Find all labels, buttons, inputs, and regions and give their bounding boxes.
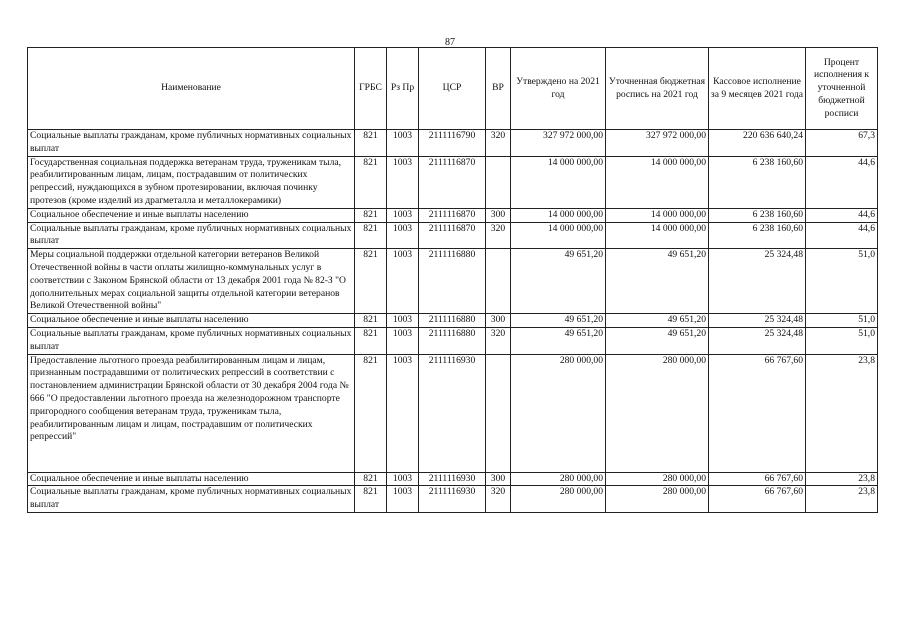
row-name: Социальные выплаты гражданам, кроме публичных нормативных социальных выплат bbox=[28, 327, 355, 354]
row-name: Социальное обеспечение и иные выплаты населению bbox=[28, 208, 355, 222]
row-vr: 320 bbox=[486, 327, 511, 354]
row-refined: 49 651,20 bbox=[606, 249, 709, 314]
row-grbs: 821 bbox=[355, 156, 387, 208]
header-refined: Уточненная бюджетная роспись на 2021 год bbox=[606, 48, 709, 130]
row-rz-pr: 1003 bbox=[387, 130, 419, 157]
header-cash: Кассовое исполнение за 9 месяцев 2021 года bbox=[709, 48, 806, 130]
budget-table bbox=[27, 47, 878, 513]
table-row bbox=[28, 472, 878, 486]
table-row bbox=[28, 208, 878, 222]
row-csr: 2111116930 bbox=[419, 354, 486, 472]
row-refined: 14 000 000,00 bbox=[606, 156, 709, 208]
header-grbs: ГРБС bbox=[355, 48, 387, 130]
row-cash: 220 636 640,24 bbox=[709, 130, 806, 157]
row-grbs: 821 bbox=[355, 222, 387, 249]
table-row bbox=[28, 327, 878, 354]
row-name: Предоставление льготного проезда реабилитированным лицам и лицам, признанным пострадавшими от политических репрессий в соответствии с постановлением администрации Брянской области от 30 декабря 2004 года № 666 "О предоставлении льготного проезда на железнодорожном транспорте пригородного сообщения ветеранам труда, труженикам тыла, реабилитированным лицам и лицам, пострадавшим от политических репрессий" bbox=[28, 354, 355, 472]
row-vr: 300 bbox=[486, 314, 511, 328]
row-cash: 25 324,48 bbox=[709, 249, 806, 314]
row-rz-pr: 1003 bbox=[387, 314, 419, 328]
row-percent: 67,3 bbox=[806, 130, 878, 157]
row-vr: 300 bbox=[486, 472, 511, 486]
row-refined: 49 651,20 bbox=[606, 314, 709, 328]
table-row bbox=[28, 314, 878, 328]
row-cash: 6 238 160,60 bbox=[709, 208, 806, 222]
row-refined: 327 972 000,00 bbox=[606, 130, 709, 157]
row-name: Государственная социальная поддержка ветеранам труда, труженикам тыла, реабилитированным лицам, лицам, пострадавшим от политических репрессий, нуждающихся в зубном протезировании, включая починку протезов (кроме изделий из драгметалла и металлокерамики) bbox=[28, 156, 355, 208]
row-cash: 66 767,60 bbox=[709, 354, 806, 472]
row-approved: 280 000,00 bbox=[511, 472, 606, 486]
row-rz-pr: 1003 bbox=[387, 249, 419, 314]
row-percent: 51,0 bbox=[806, 249, 878, 314]
row-refined: 280 000,00 bbox=[606, 486, 709, 513]
row-approved: 327 972 000,00 bbox=[511, 130, 606, 157]
row-approved: 280 000,00 bbox=[511, 354, 606, 472]
page-number: 87 bbox=[445, 37, 455, 48]
row-vr: 300 bbox=[486, 208, 511, 222]
row-vr bbox=[486, 156, 511, 208]
row-grbs: 821 bbox=[355, 208, 387, 222]
row-approved: 49 651,20 bbox=[511, 314, 606, 328]
row-percent: 23,8 bbox=[806, 472, 878, 486]
row-vr bbox=[486, 354, 511, 472]
table-row bbox=[28, 156, 878, 208]
row-csr: 2111116930 bbox=[419, 472, 486, 486]
row-percent: 23,8 bbox=[806, 486, 878, 513]
header-csr: ЦСР bbox=[419, 48, 486, 130]
row-cash: 66 767,60 bbox=[709, 486, 806, 513]
row-percent: 51,0 bbox=[806, 314, 878, 328]
row-rz-pr: 1003 bbox=[387, 472, 419, 486]
row-cash: 25 324,48 bbox=[709, 327, 806, 354]
row-rz-pr: 1003 bbox=[387, 208, 419, 222]
row-grbs: 821 bbox=[355, 472, 387, 486]
row-approved: 280 000,00 bbox=[511, 486, 606, 513]
row-csr: 2111116880 bbox=[419, 314, 486, 328]
header-percent: Процент исполнения к уточненной бюджетной росписи bbox=[806, 48, 878, 130]
row-percent: 23,8 bbox=[806, 354, 878, 472]
row-cash: 25 324,48 bbox=[709, 314, 806, 328]
row-rz-pr: 1003 bbox=[387, 222, 419, 249]
row-name: Социальные выплаты гражданам, кроме публичных нормативных социальных выплат bbox=[28, 222, 355, 249]
row-approved: 49 651,20 bbox=[511, 249, 606, 314]
row-grbs: 821 bbox=[355, 130, 387, 157]
row-approved: 14 000 000,00 bbox=[511, 222, 606, 249]
row-percent: 44,6 bbox=[806, 208, 878, 222]
header-row bbox=[28, 48, 878, 130]
row-refined: 14 000 000,00 bbox=[606, 222, 709, 249]
row-percent: 44,6 bbox=[806, 156, 878, 208]
row-vr: 320 bbox=[486, 222, 511, 249]
table-row bbox=[28, 130, 878, 157]
row-percent: 44,6 bbox=[806, 222, 878, 249]
table-row bbox=[28, 222, 878, 249]
row-csr: 2111116870 bbox=[419, 208, 486, 222]
row-name: Социальное обеспечение и иные выплаты населению bbox=[28, 472, 355, 486]
row-rz-pr: 1003 bbox=[387, 156, 419, 208]
table-row bbox=[28, 486, 878, 513]
row-grbs: 821 bbox=[355, 249, 387, 314]
row-refined: 280 000,00 bbox=[606, 354, 709, 472]
row-grbs: 821 bbox=[355, 486, 387, 513]
row-grbs: 821 bbox=[355, 314, 387, 328]
row-cash: 66 767,60 bbox=[709, 472, 806, 486]
row-refined: 49 651,20 bbox=[606, 327, 709, 354]
row-name: Меры социальной поддержки отдельной категории ветеранов Великой Отечественной войны в части оплаты жилищно-коммунальных услуг в соответствии с Законом Брянской области от 13 декабря 2001 года № 82-З "О дополнительных мерах социальной защиты отдельной категории ветеранов Великой Отечественной войны" bbox=[28, 249, 355, 314]
row-name: Социальные выплаты гражданам, кроме публичных нормативных социальных выплат bbox=[28, 486, 355, 513]
row-cash: 6 238 160,60 bbox=[709, 222, 806, 249]
header-vr: ВР bbox=[486, 48, 511, 130]
row-vr bbox=[486, 249, 511, 314]
row-refined: 14 000 000,00 bbox=[606, 208, 709, 222]
row-grbs: 821 bbox=[355, 327, 387, 354]
table-row bbox=[28, 249, 878, 314]
table-row bbox=[28, 354, 878, 472]
row-cash: 6 238 160,60 bbox=[709, 156, 806, 208]
header-rz-pr: Рз Пр bbox=[387, 48, 419, 130]
row-name: Социальное обеспечение и иные выплаты населению bbox=[28, 314, 355, 328]
row-csr: 2111116870 bbox=[419, 222, 486, 249]
header-approved: Утверждено на 2021 год bbox=[511, 48, 606, 130]
row-csr: 2111116880 bbox=[419, 327, 486, 354]
row-vr: 320 bbox=[486, 130, 511, 157]
row-name: Социальные выплаты гражданам, кроме публичных нормативных социальных выплат bbox=[28, 130, 355, 157]
row-rz-pr: 1003 bbox=[387, 354, 419, 472]
header-name: Наименование bbox=[28, 48, 355, 130]
row-approved: 14 000 000,00 bbox=[511, 156, 606, 208]
row-rz-pr: 1003 bbox=[387, 486, 419, 513]
row-csr: 2111116930 bbox=[419, 486, 486, 513]
row-refined: 280 000,00 bbox=[606, 472, 709, 486]
row-approved: 49 651,20 bbox=[511, 327, 606, 354]
row-csr: 2111116880 bbox=[419, 249, 486, 314]
row-percent: 51,0 bbox=[806, 327, 878, 354]
row-csr: 2111116790 bbox=[419, 130, 486, 157]
row-approved: 14 000 000,00 bbox=[511, 208, 606, 222]
row-grbs: 821 bbox=[355, 354, 387, 472]
row-csr: 2111116870 bbox=[419, 156, 486, 208]
row-vr: 320 bbox=[486, 486, 511, 513]
row-rz-pr: 1003 bbox=[387, 327, 419, 354]
